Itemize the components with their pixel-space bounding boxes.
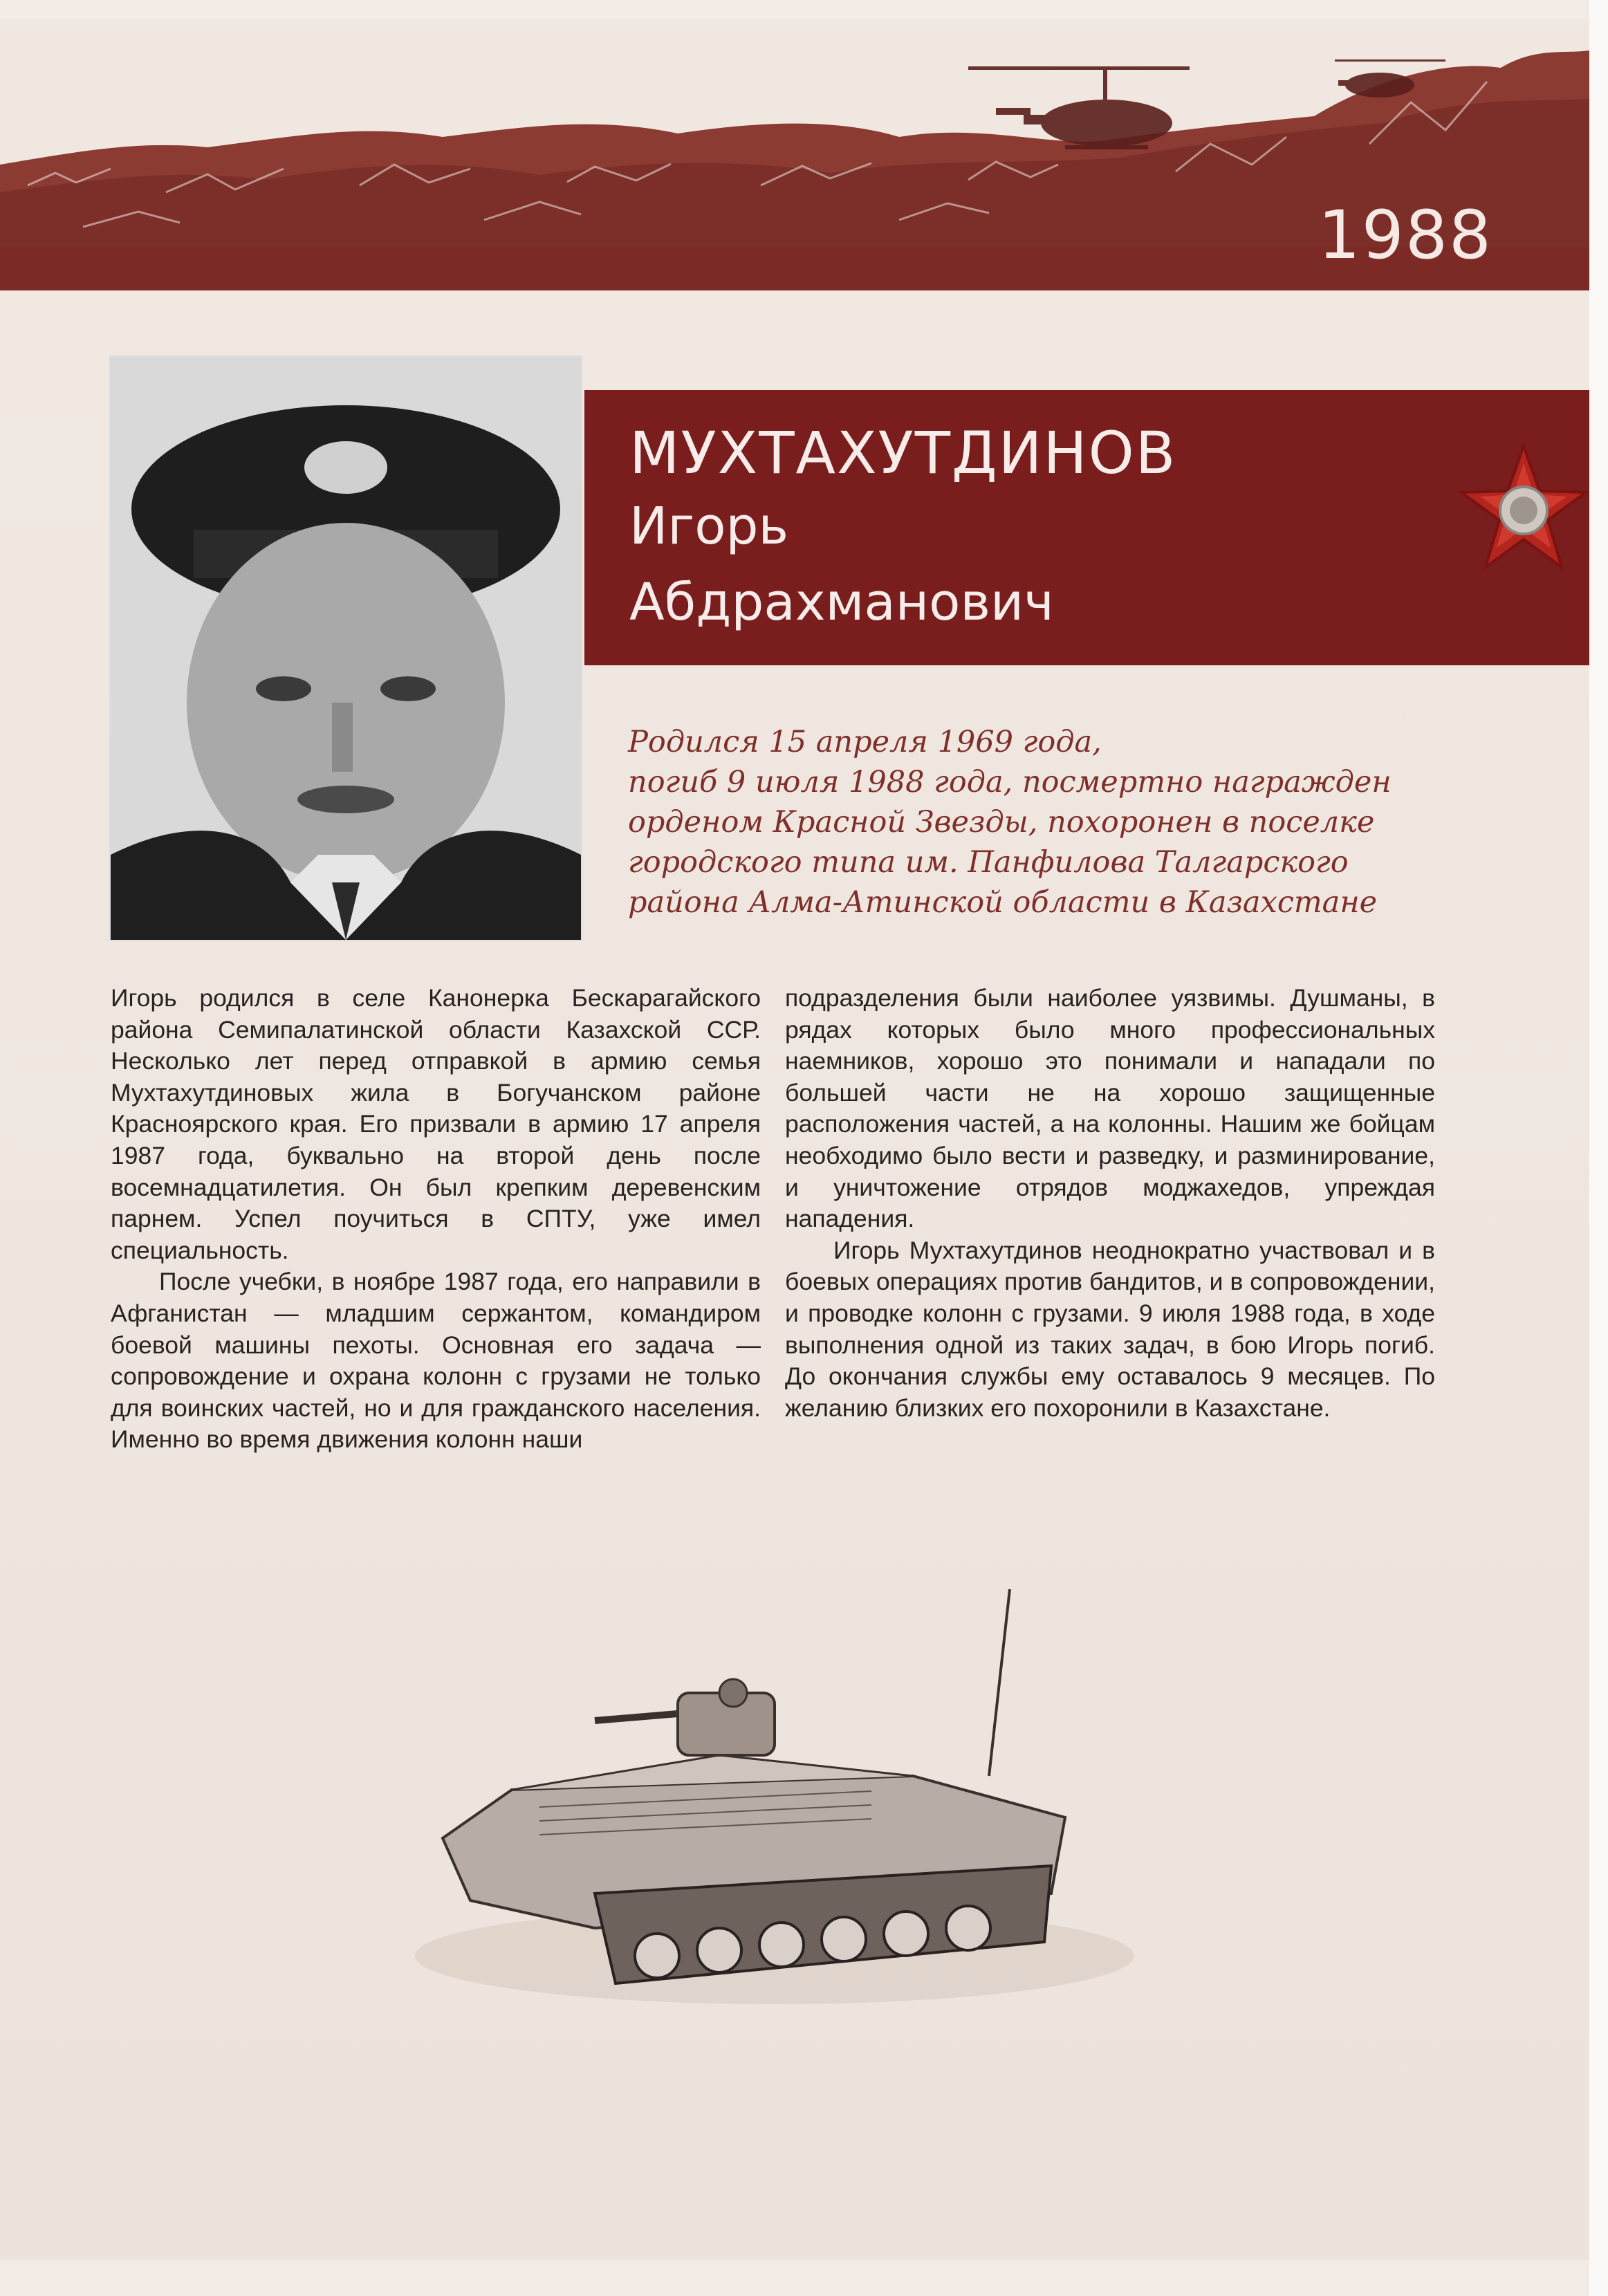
header-illustration (0, 19, 1589, 290)
page (0, 19, 1589, 2260)
patronymic: Абдрахманович (629, 573, 1054, 632)
summary-line: городского типа им. Панфилова Талгарского (628, 845, 1349, 880)
body-paragraph: подразделения были наиболее уязвимы. Душманы, в рядах которых было много профессиональных наемников, хорошо это понимали и нападали по большей части не на хорошо защищенные расположения частей, а на колонны. Нашим же бойцам необходимо было вести и разведку, и разминирование, и уничтожение отрядов моджахедов, упреждая нападения. (785, 984, 1435, 1233)
summary-block (628, 722, 1555, 923)
body-paragraph: После учебки, в ноябре 1987 года, его направили в Афганистан — младшим сержантом, командиром боевой машины пехоты. Основная его задача — сопровождение и охрана колонн с грузами не только для воинских частей, но и для гражданского населения. Именно во время движения колонн наши (111, 1268, 761, 1454)
summary-line: района Алма-Атинской области в Казахстане (628, 885, 1378, 920)
portrait-photo (109, 355, 582, 941)
infantry-fighting-vehicle-icon (387, 1568, 1148, 2018)
red-star-order-icon (1458, 443, 1589, 574)
body-paragraph: Игорь Мухтахутдинов неоднократно участвовал и в боевых операциях против бандитов, и в сопровождении, и проводке колонн с грузами. 9 июля 1988 года, в ходе выполнения одной из таких задач, в бою Игорь погиб. До окончания службы ему оставалось 9 месяцев. По желанию близких его похоронили в Казахстане. (785, 1236, 1435, 1422)
given-name: Игорь (629, 497, 789, 556)
page-edge (1589, 0, 1608, 2296)
body-column-left (111, 983, 761, 1456)
year-label: 1988 (1318, 196, 1493, 274)
summary-line: погиб 9 июля 1988 года, посмертно награжден (628, 765, 1392, 799)
body-paragraph: Игорь родился в селе Канонерка Бескарагайского района Семипалатинской области Казахской ССР. Несколько лет перед отправкой в армию семья Мухтахутдиновых жила в Богучанском районе Красноярского края. Его призвали в армию 17 апреля 1987 года, буквально на второй день после восемнадцатилетия. Он был крепким деревенским парнем. Успел поучиться в СПТУ, уже имел специальность. (111, 984, 761, 1264)
surname: МУХТАХУТДИНОВ (629, 419, 1177, 487)
portrait-icon (111, 357, 581, 940)
summary-line: Родился 15 апреля 1969 года, (628, 725, 1102, 759)
summary-line: орденом Красной Звезды, похоронен в поселке (628, 805, 1375, 840)
body-column-right (785, 983, 1435, 1424)
